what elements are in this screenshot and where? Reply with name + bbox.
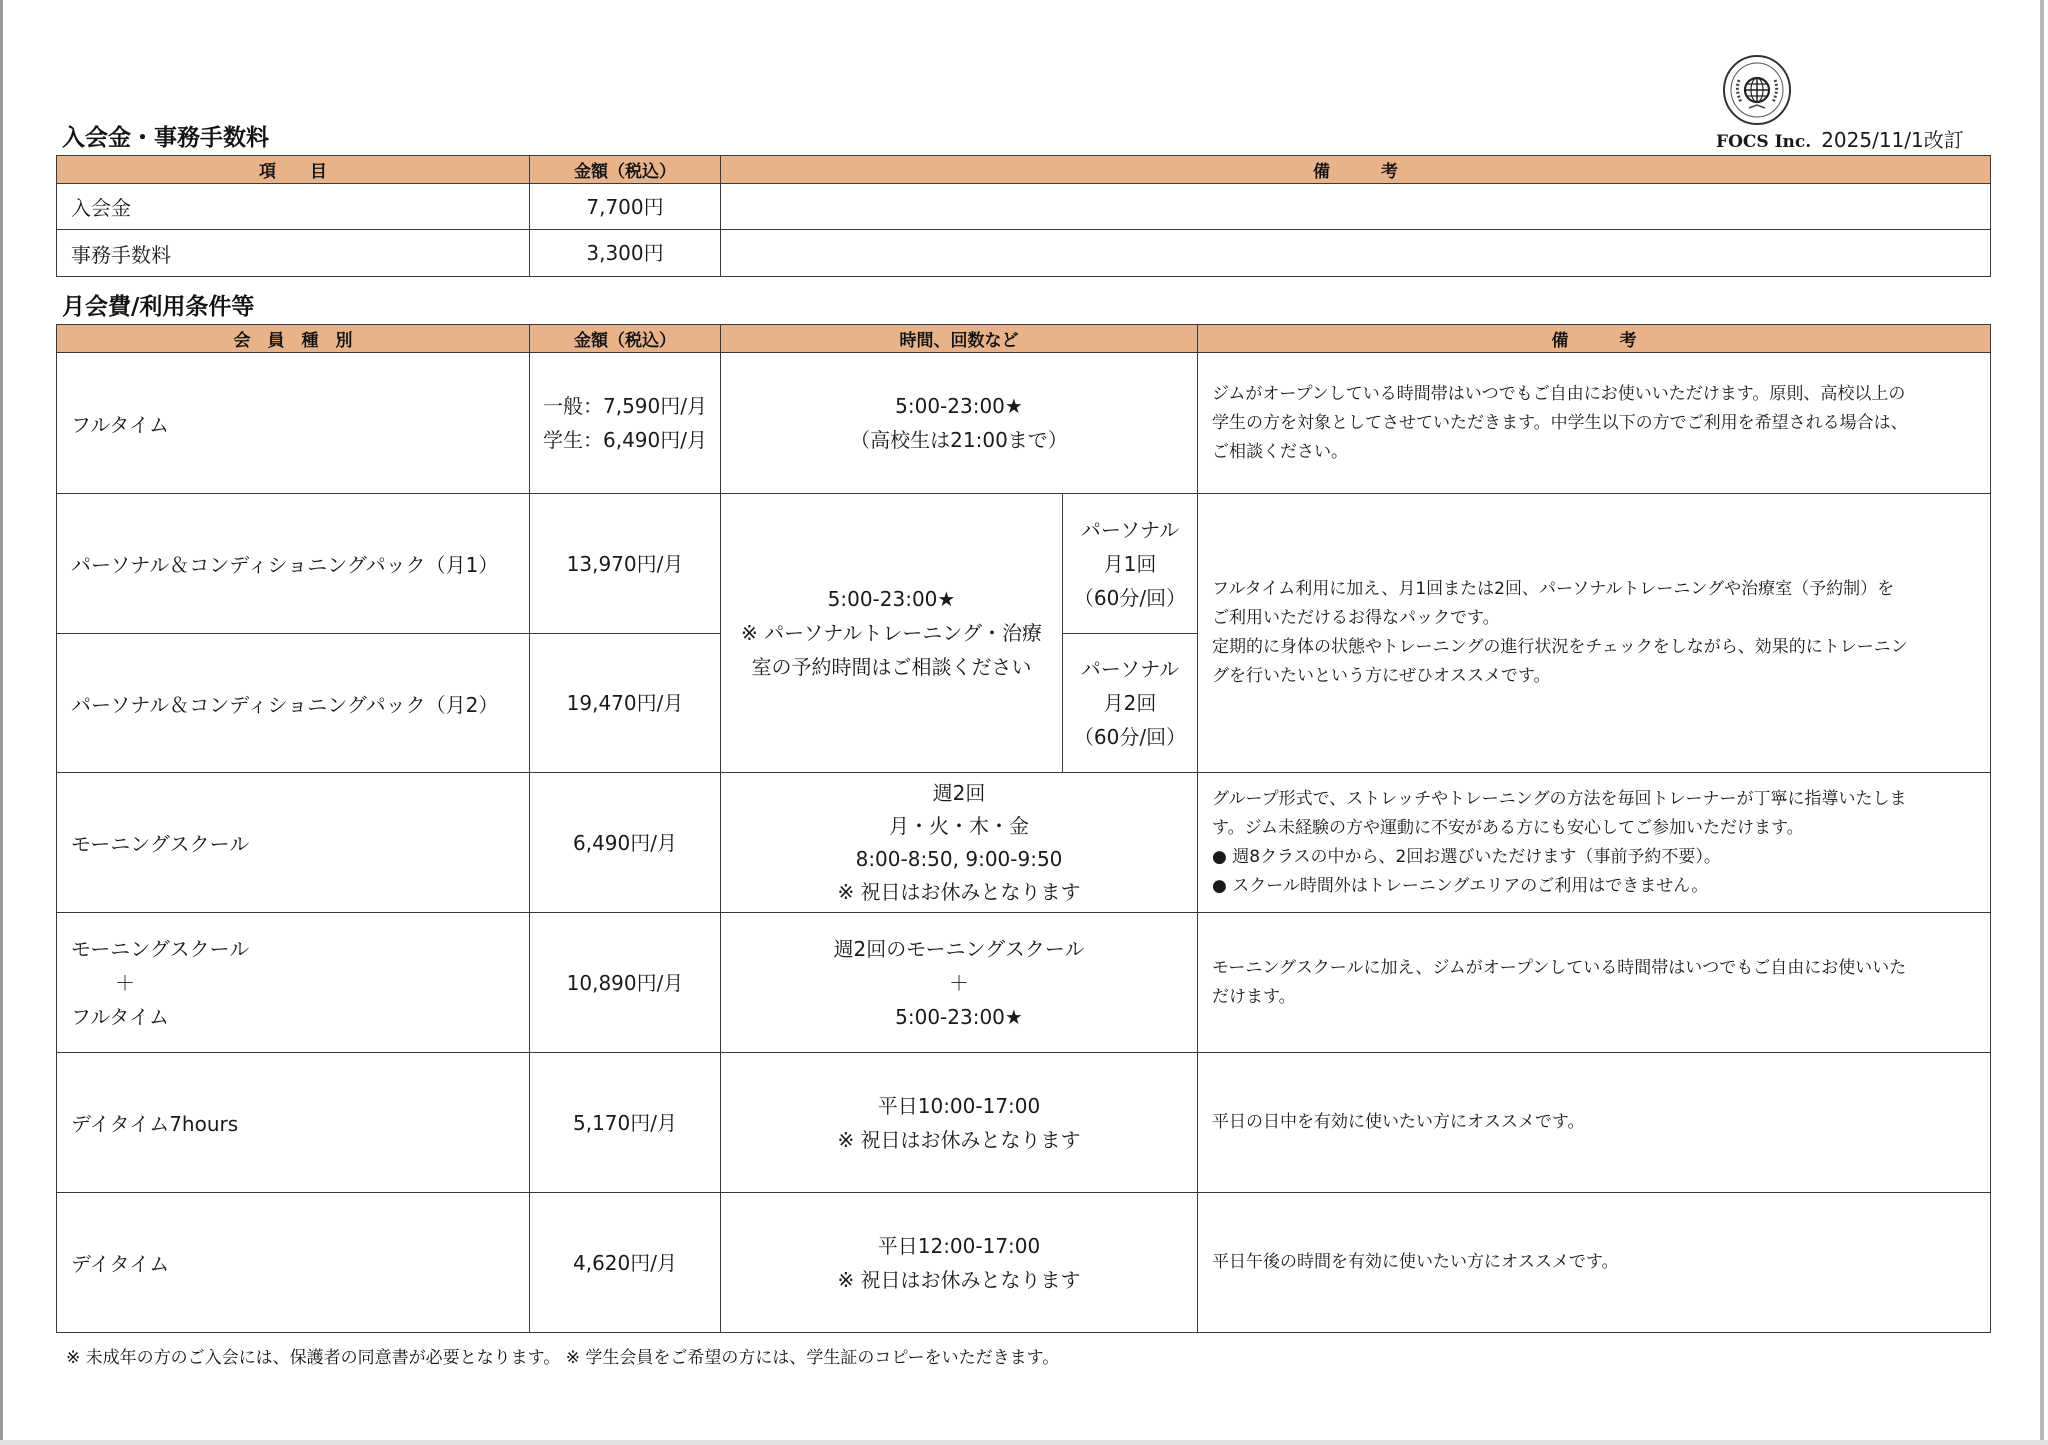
price-student: 学生：6,490円/月 bbox=[543, 428, 707, 452]
membership-note bbox=[1198, 353, 1991, 494]
entry-fee-price: 7,700円 bbox=[530, 184, 721, 230]
membership-price: 10,890円/月 bbox=[530, 913, 721, 1053]
admin-fee-price: 3,300円 bbox=[530, 230, 721, 277]
type-line: モーニングスクール bbox=[71, 936, 250, 961]
price-general: 一般：7,590円/月 bbox=[543, 394, 707, 418]
table-row-personal-pack-1 bbox=[57, 494, 1991, 634]
membership-type bbox=[57, 913, 530, 1053]
note-line: ご利用いただけるお得なパックです。 bbox=[1212, 608, 1500, 628]
time-line: （高校生は21:00まで） bbox=[850, 428, 1068, 452]
table-header-row bbox=[57, 325, 1991, 353]
time-line: 5:00-23:00★ bbox=[827, 587, 956, 611]
time-line: 月・火・木・金 bbox=[889, 813, 1029, 838]
time-line: ※ 祝日はお休みとなります bbox=[837, 879, 1081, 904]
note-bullet: ● スクール時間外はトレーニングエリアのご利用はできません。 bbox=[1212, 875, 1709, 896]
note-bullet: ● 週8クラスの中から、2回お選びいただけます（事前予約不要）。 bbox=[1212, 846, 1721, 867]
membership-price: 19,470円/月 bbox=[530, 634, 721, 773]
column-header-time: 時間、回数など bbox=[721, 325, 1198, 353]
note-line: ご相談ください。 bbox=[1212, 441, 1348, 462]
note-line: モーニングスクールに加え、ジムがオープンしている時間帯はいつでもご自由にお使いいた bbox=[1212, 957, 1907, 978]
session-line: 月1回 bbox=[1103, 551, 1157, 576]
time-line: ※ パーソナルトレーニング・治療 bbox=[741, 621, 1042, 645]
membership-price: 5,170円/月 bbox=[530, 1053, 721, 1193]
membership-note bbox=[1198, 1193, 1991, 1333]
membership-time bbox=[721, 1193, 1198, 1333]
revision-date: 2025/11/1改訂 bbox=[1821, 128, 1964, 152]
session-line: 月2回 bbox=[1103, 691, 1157, 715]
time-line: 週2回 bbox=[932, 780, 986, 805]
note-line: す。ジム未経験の方や運動に不安がある方にも安心してご参加いただけます。 bbox=[1212, 817, 1804, 838]
membership-type: パーソナル＆コンディショニングパック（月1） bbox=[57, 494, 530, 634]
table-row-daytime-7hours bbox=[57, 1053, 1991, 1193]
membership-type: デイタイム7hours bbox=[57, 1053, 530, 1193]
note-line: グループ形式で、ストレッチやトレーニングの方法を毎回トレーナーが丁寧に指導いたしま bbox=[1212, 788, 1907, 809]
session-line: （60分/回） bbox=[1073, 725, 1187, 749]
pack-sessions bbox=[1063, 494, 1198, 634]
entry-fee-table bbox=[56, 155, 1991, 277]
membership-type: パーソナル＆コンディショニングパック（月2） bbox=[57, 634, 530, 773]
admin-fee-item: 事務手数料 bbox=[57, 230, 530, 277]
table-header-row bbox=[57, 156, 1991, 184]
type-line: フルタイム bbox=[71, 1004, 169, 1029]
membership-time bbox=[721, 1053, 1198, 1193]
table-row-morning-school bbox=[57, 773, 1991, 913]
table-row bbox=[57, 230, 1991, 277]
membership-time bbox=[721, 353, 1198, 494]
note-line: フルタイム利用に加え、月1回または2回、パーソナルトレーニングや治療室（予約制）を bbox=[1212, 579, 1895, 599]
time-line: ※ 祝日はお休みとなります bbox=[837, 1267, 1081, 1292]
membership-note bbox=[1198, 913, 1991, 1053]
pack-shared-note bbox=[1198, 494, 1991, 773]
time-line: 5:00-23:00★ bbox=[895, 1004, 1023, 1029]
membership-price bbox=[530, 353, 721, 494]
membership-type: フルタイム bbox=[57, 353, 530, 494]
brand-revision-line bbox=[1716, 124, 1964, 153]
note-line: 平日午後の時間を有効に使いたい方にオススメです。 bbox=[1212, 1252, 1619, 1272]
table-row bbox=[57, 184, 1991, 230]
note-line: 平日の日中を有効に使いたい方にオススメです。 bbox=[1212, 1112, 1585, 1132]
column-header-note: 備 考 bbox=[721, 156, 1991, 184]
company-name: FOCS Inc. bbox=[1716, 132, 1812, 152]
pack-shared-time bbox=[721, 494, 1063, 773]
type-line: ＋ bbox=[115, 970, 135, 995]
table-row-daytime bbox=[57, 1193, 1991, 1333]
time-line: ＋ bbox=[949, 970, 969, 995]
membership-price: 6,490円/月 bbox=[530, 773, 721, 913]
section-title-monthly-fees: 月会費/利用条件等 bbox=[62, 294, 255, 320]
entry-fee-item: 入会金 bbox=[57, 184, 530, 230]
globe-laurel-emblem-icon bbox=[1722, 54, 1792, 126]
membership-note bbox=[1198, 773, 1991, 913]
note-line: ジムがオープンしている時間帯はいつでもご自由にお使いいただけます。原則、高校以上の bbox=[1212, 383, 1906, 404]
membership-time bbox=[721, 913, 1198, 1053]
membership-price: 13,970円/月 bbox=[530, 494, 721, 634]
note-line: だけます。 bbox=[1212, 986, 1296, 1007]
time-line: 8:00-8:50, 9:00-9:50 bbox=[855, 846, 1063, 871]
membership-time bbox=[721, 773, 1198, 913]
session-line: （60分/回） bbox=[1073, 585, 1187, 610]
entry-fee-note bbox=[721, 184, 1991, 230]
note-line: 学生の方を対象としてさせていただきます。中学生以下の方でご利用を希望される場合は、 bbox=[1212, 412, 1908, 433]
pack-sessions bbox=[1063, 634, 1198, 773]
page-bottom-edge bbox=[0, 1440, 2048, 1445]
membership-note bbox=[1198, 1053, 1991, 1193]
note-line: 定期的に身体の状態やトレーニングの進行状況をチェックをしながら、効果的にトレーニン bbox=[1212, 637, 1908, 657]
admin-fee-note bbox=[721, 230, 1991, 277]
time-line: 室の予約時間はご相談ください bbox=[751, 655, 1032, 679]
column-header-note: 備 考 bbox=[1198, 325, 1991, 353]
column-header-price: 金額（税込） bbox=[530, 325, 721, 353]
membership-type: デイタイム bbox=[57, 1193, 530, 1333]
footnote: ※ 未成年の方のご入会には、保護者の同意書が必要となります。 ※ 学生会員をご希望の方には、学生証のコピーをいただきます。 bbox=[66, 1348, 1060, 1368]
time-line: 平日10:00-17:00 bbox=[877, 1093, 1041, 1118]
table-row-morning-plus-fulltime bbox=[57, 913, 1991, 1053]
session-line: パーソナル bbox=[1080, 657, 1180, 681]
monthly-fee-table bbox=[56, 324, 1991, 1333]
time-line: 週2回のモーニングスクール bbox=[833, 936, 1085, 961]
time-line: 平日12:00-17:00 bbox=[877, 1233, 1041, 1258]
column-header-membership-type: 会 員 種 別 bbox=[57, 325, 530, 353]
section-title-entry-fees: 入会金・事務手数料 bbox=[62, 125, 269, 151]
session-line: パーソナル bbox=[1080, 517, 1180, 542]
time-line: 5:00-23:00★ bbox=[895, 394, 1023, 418]
note-line: グを行いたいという方にぜひオススメです。 bbox=[1212, 666, 1551, 686]
membership-price: 4,620円/月 bbox=[530, 1193, 721, 1333]
membership-type: モーニングスクール bbox=[57, 773, 530, 913]
table-row-fulltime bbox=[57, 353, 1991, 494]
column-header-item: 項 目 bbox=[57, 156, 530, 184]
time-line: ※ 祝日はお休みとなります bbox=[837, 1127, 1081, 1152]
column-header-price: 金額（税込） bbox=[530, 156, 721, 184]
